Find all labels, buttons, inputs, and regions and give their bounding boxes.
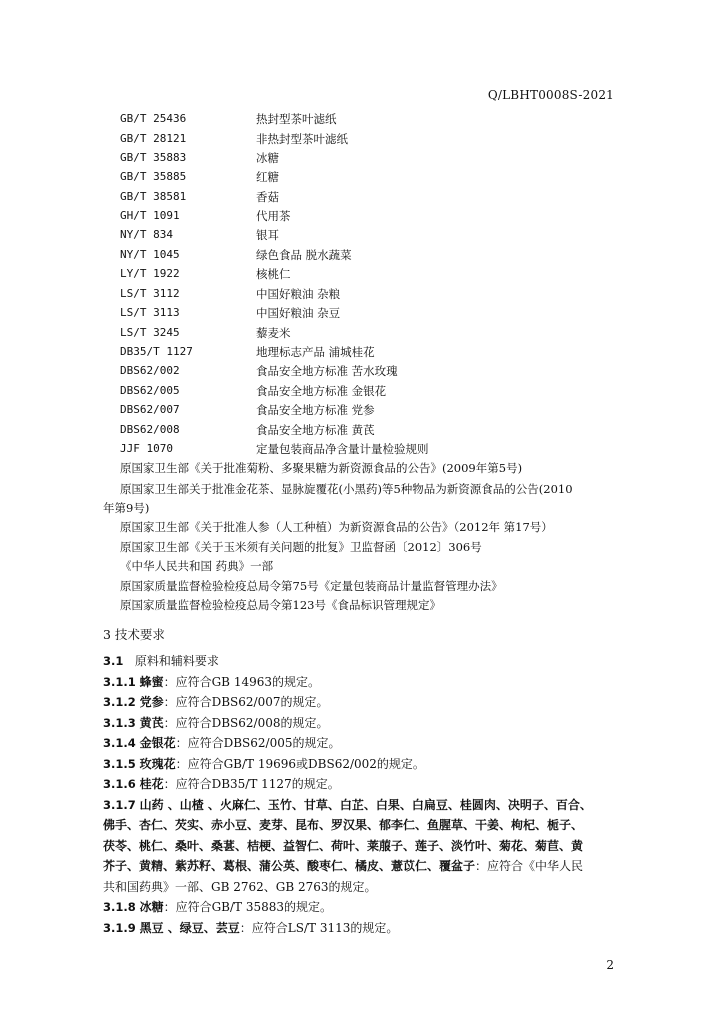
clause-text: ：应符合DBS62/005的规定。 (175, 736, 341, 750)
standard-title: 香菇 (256, 190, 279, 204)
clause-text: ：应符合GB 14963的规定。 (163, 675, 320, 689)
standard-title: 藜麦米 (256, 326, 291, 340)
clause-text: ：应符合GB/T 35883的规定。 (163, 900, 333, 914)
standard-title: 地理标志产品 浦城桂花 (256, 345, 375, 359)
standard-title: 食品安全地方标准 党参 (256, 403, 375, 417)
standard-title: 冰糖 (256, 151, 279, 165)
standard-code: LS/T 3112 (120, 287, 180, 300)
clause-3-1-2 (103, 692, 328, 713)
clause-text: ：应符合DBS62/008的规定。 (163, 716, 329, 730)
clause-text: ：应符合DBS62/007的规定。 (163, 695, 329, 709)
standard-title: 食品安全地方标准 黄芪 (256, 423, 375, 437)
standard-title: 食品安全地方标准 金银花 (256, 384, 387, 398)
subsection-title: 原料和辅料要求 (134, 654, 219, 668)
clause-number: 3.1.4 (103, 736, 136, 750)
standard-code: LY/T 1922 (120, 267, 180, 280)
clause-line (103, 856, 583, 877)
clause-text: ：应符合《中华人民 (475, 859, 584, 873)
standard-title: 非热封型茶叶滤纸 (256, 132, 348, 146)
standard-code: GH/T 1091 (120, 209, 180, 222)
standard-code: GB/T 35883 (120, 151, 187, 164)
reference-line: 原国家卫生部《关于玉米须有关问题的批复》卫监督函〔2012〕306号 (120, 540, 482, 554)
section-heading: 3 技术要求 (103, 627, 165, 642)
clause-number: 3.1.9 (103, 921, 136, 935)
clause-number: 3.1.7 (103, 798, 136, 812)
clause-3-1-3 (103, 713, 328, 734)
reference-line: 原国家卫生部《关于批准菊粉、多聚果糖为新资源食品的公告》(2009年第5号) (120, 461, 523, 475)
document-code: Q/LBHT0008S-2021 (487, 88, 614, 102)
clause-line (103, 795, 592, 816)
standard-code: GB/T 25436 (120, 112, 187, 125)
standard-title: 中国好粮油 杂豆 (256, 306, 341, 320)
clause-number: 3.1.8 (103, 900, 136, 914)
clause-term: 玫瑰花 (139, 757, 176, 771)
clause-term: 黄芪 (139, 716, 164, 730)
clause-3-1-4 (103, 733, 340, 754)
reference-line: 原国家质量监督检验检疫总局令第75号《定量包装商品计量监督管理办法》 (120, 579, 503, 593)
clause-number: 3.1.6 (103, 777, 136, 791)
standard-title: 代用茶 (256, 209, 291, 223)
clause-3-1-6 (103, 774, 340, 795)
clause-term: 山药 、山楂 、火麻仁、玉竹、甘草、白芷、白果、白扁豆、桂圆肉、决明子、百合、 (139, 798, 592, 812)
standard-code: DBS62/008 (120, 423, 180, 436)
clause-term: 黑豆 、绿豆、芸豆 (139, 921, 240, 935)
clause-number: 3.1.5 (103, 757, 136, 771)
subsection-heading (103, 651, 219, 672)
standard-code: LS/T 3113 (120, 306, 180, 319)
subsection-number: 3.1 (103, 654, 124, 668)
reference-line: 原国家质量监督检验检疫总局令第123号《食品标识管理规定》 (120, 598, 441, 612)
standard-title: 食品安全地方标准 苦水玫瑰 (256, 364, 398, 378)
clause-term: 党参 (139, 695, 164, 709)
standard-code: DBS62/005 (120, 384, 180, 397)
standard-title: 热封型茶叶滤纸 (256, 112, 337, 126)
clause-text: ：应符合GB/T 19696或DBS62/002的规定。 (175, 757, 425, 771)
reference-line: 年第9号) (103, 501, 150, 515)
reference-line: 《中华人民共和国 药典》一部 (120, 559, 274, 573)
standard-code: GB/T 35885 (120, 170, 187, 183)
clause-text: ：应符合LS/T 3113的规定。 (239, 921, 399, 935)
standard-code: DBS62/002 (120, 364, 180, 377)
standard-code: GB/T 38581 (120, 190, 187, 203)
clause-3-1-9 (103, 918, 398, 939)
standard-title: 绿色食品 脱水蔬菜 (256, 248, 352, 262)
standard-code: LS/T 3245 (120, 326, 180, 339)
clause-3-1-1 (103, 672, 320, 693)
standard-code: NY/T 834 (120, 228, 173, 241)
clause-number: 3.1.3 (103, 716, 136, 730)
standard-code: DBS62/007 (120, 403, 180, 416)
clause-term: 桂花 (139, 777, 164, 791)
clause-line: 佛手、杏仁、芡实、赤小豆、麦芽、昆布、罗汉果、郁李仁、鱼腥草、干姜、枸杞、栀子、 (103, 818, 584, 832)
standard-code: JJF 1070 (120, 442, 173, 455)
standard-title: 核桃仁 (256, 267, 291, 281)
clause-line: 茯苓、桃仁、桑叶、桑葚、桔梗、益智仁、荷叶、莱菔子、莲子、淡竹叶、菊花、菊苣、黄 (103, 839, 584, 853)
standard-code: GB/T 28121 (120, 132, 187, 145)
reference-line: 原国家卫生部关于批准金花茶、显脉旋覆花(小黑药)等5种物品为新资源食品的公告(2010 (120, 482, 573, 496)
page-number: 2 (606, 958, 614, 972)
clause-3-1-5 (103, 754, 425, 775)
clause-term: 芥子、黄精、紫苏籽、葛根、蒲公英、酸枣仁、橘皮、薏苡仁、覆盆子 (103, 859, 476, 873)
standard-code: DB35/T 1127 (120, 345, 193, 358)
clause-term: 金银花 (139, 736, 176, 750)
standard-code: NY/T 1045 (120, 248, 180, 261)
clause-term: 蜂蜜 (139, 675, 164, 689)
standard-title: 银耳 (256, 228, 279, 242)
standard-title: 红糖 (256, 170, 279, 184)
clause-number: 3.1.1 (103, 675, 136, 689)
clause-3-1-8 (103, 897, 332, 918)
clause-number: 3.1.2 (103, 695, 136, 709)
clause-term: 冰糖 (139, 900, 164, 914)
standard-title: 中国好粮油 杂粮 (256, 287, 341, 301)
standard-title: 定量包装商品净含量计量检验规则 (256, 442, 429, 456)
reference-line: 原国家卫生部《关于批准人参（人工种植）为新资源食品的公告》（2012年 第17号） (120, 520, 553, 534)
clause-text: ：应符合DB35/T 1127的规定。 (163, 777, 340, 791)
clause-line: 共和国药典》一部、GB 2762、GB 2763的规定。 (103, 880, 377, 894)
